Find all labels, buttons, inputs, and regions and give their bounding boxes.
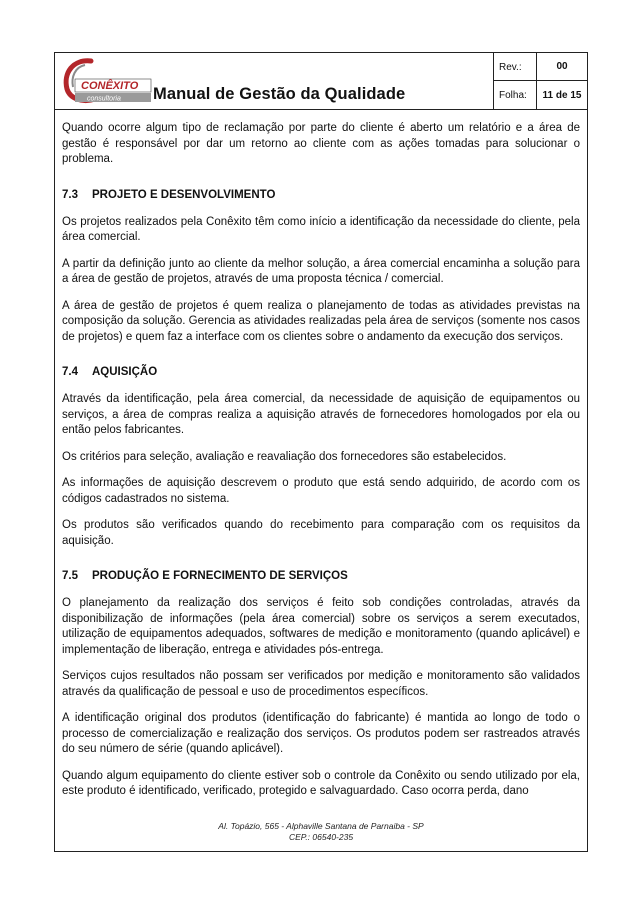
footer-cep: CEP.: 06540-235 [288,832,354,842]
section-number: 7.3 [62,188,78,201]
paragraph: A área de gestão de projetos é quem realiza o planejamento de todas as atividades previstas na composição da solução. Gerencia as atividades realizadas pela área de serviços (somente nos casos de projetos) e quem faz a interface com os clientes sobre o andamento da execução dos serviços. [62,299,580,343]
logo-graphic [61,55,153,105]
paragraph: A identificação original dos produtos (identificação do fabricante) é mantida ao longo de todo o processo de comercialização e realização dos serviços. Os produtos podem ser rastreados através do seu número de série (quando aplicável). [62,712,580,755]
intro-paragraph: Quando ocorre algum tipo de reclamação por parte do cliente é aberto um relatório e a área de gestão é responsável por dar um retorno ao cliente com as ações tomadas para solucionar o problema. [62,122,580,165]
logo-wordmark: CONÊXITO [81,80,139,92]
paragraph: A partir da definição junto ao cliente da melhor solução, a área comercial encaminha a solução para a área de gestão de projetos, através de uma proposta técnica / comercial. [62,257,580,285]
document-title: Manual de Gestão da Qualidade [153,85,406,103]
document-header [55,53,587,110]
document-footer [55,821,587,843]
section-title: AQUISIÇÃO [92,366,158,378]
paragraph: O planejamento da realização dos serviços é feito sob condições controladas, através da disponibilização de informações (pela área comercial) sobre os serviços a serem executados, utilização de equipamentos adequados, softwares de medição e monitoramento (quando aplicável) e implementação de liberação, entrega e atividades pós-entrega. [62,597,580,656]
paragraph: Os projetos realizados pela Conêxito têm como início a identificação da necessidade do cliente, pela área comercial. [62,215,580,243]
section-heading [62,365,580,380]
section-title: PRODUÇÃO E FORNECIMENTO DE SERVIÇOS [92,570,348,582]
footer-address: Al. Topázio, 565 - Alphaville Santana de Parnaiba - SP [218,821,424,831]
section-7-5 [62,569,580,800]
folha-label: Folha: [493,81,536,109]
section-heading [62,188,580,203]
paragraph: Através da identificação, pela área comercial, da necessidade de aquisição de equipamentos ou serviços, a área de compras realiza a aquisição através de fornecedores homologados por ela ou então pelos fabricantes. [62,393,580,436]
revision-table [493,53,587,109]
section-7-4 [62,365,580,549]
company-logo [61,55,153,105]
document-body [62,121,580,811]
section-7-3 [62,188,580,346]
section-heading [62,569,580,584]
rev-value: 00 [536,53,587,81]
page-frame [54,52,588,852]
section-number: 7.4 [62,366,78,378]
paragraph: Serviços cujos resultados não possam ser verificados por medição e monitoramento são validados através da qualificação de pessoal e uso de procedimentos específicos. [62,670,580,698]
rev-label: Rev.: [493,53,536,81]
paragraph: Os critérios para seleção, avaliação e reavaliação dos fornecedores são estabelecidos. [62,450,507,463]
logo-subtext: consultoria [87,95,121,103]
paragraph: Os produtos são verificados quando do recebimento para comparação com os requisitos da aquisição. [62,519,580,547]
paragraph: Quando algum equipamento do cliente estiver sob o controle da Conêxito ou sendo utilizado por ela, este produto é identificado, verificado, protegido e salvaguardado. Caso ocorra perda, dano [62,769,580,797]
folha-value: 11 de 15 [536,81,587,109]
section-title: PROJETO E DESENVOLVIMENTO [92,188,276,201]
section-number: 7.5 [62,570,78,582]
paragraph: As informações de aquisição descrevem o produto que está sendo adquirido, de acordo com os códigos cadastrados no sistema. [62,477,580,505]
